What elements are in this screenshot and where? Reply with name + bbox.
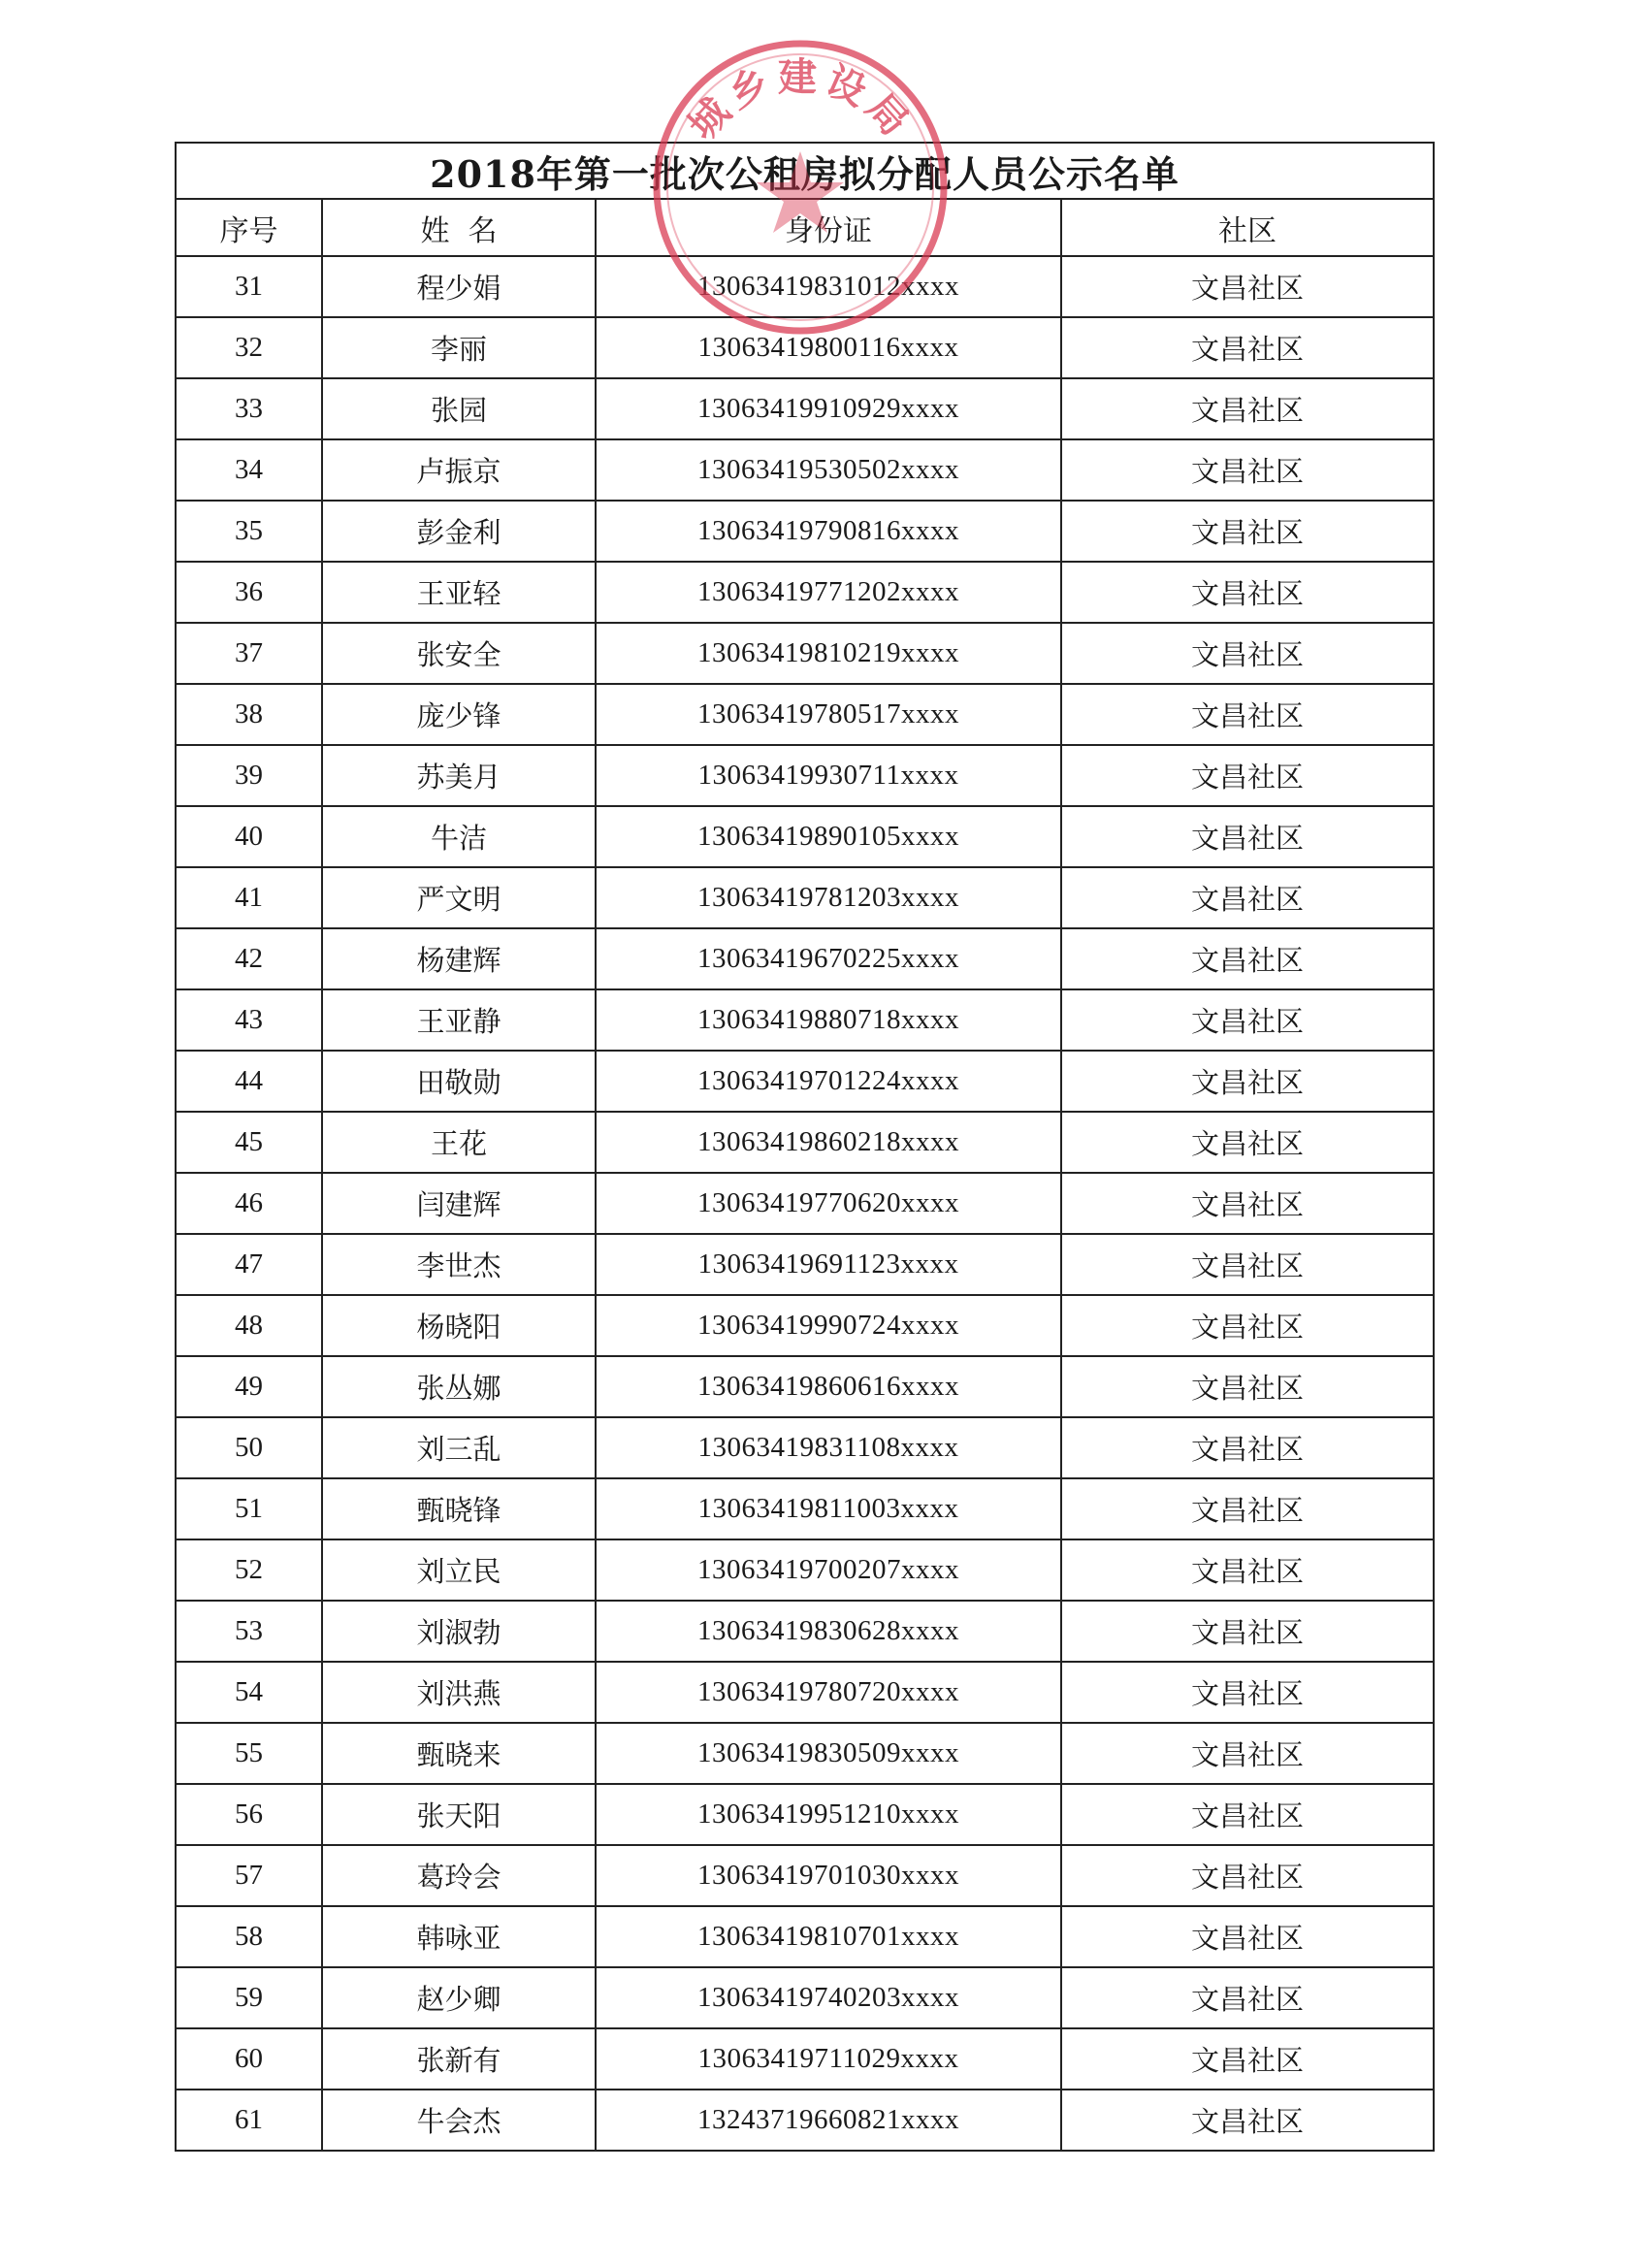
title-row xyxy=(176,143,1434,199)
cell-seq: 31 xyxy=(176,256,322,317)
cell-id-card: 13063419811003xxxx xyxy=(596,1478,1061,1539)
cell-id-card: 13063419830628xxxx xyxy=(596,1601,1061,1662)
cell-id-card: 13063419990724xxxx xyxy=(596,1295,1061,1356)
cell-seq: 39 xyxy=(176,745,322,806)
roster-body xyxy=(176,256,1434,2151)
cell-id-card: 13063419860616xxxx xyxy=(596,1356,1061,1417)
cell-name: 彭金利 xyxy=(322,501,596,562)
cell-id-card: 13063419800116xxxx xyxy=(596,317,1061,378)
cell-name: 严文明 xyxy=(322,867,596,928)
header-name: 姓 名 xyxy=(322,199,596,256)
cell-seq: 45 xyxy=(176,1112,322,1173)
table-row xyxy=(176,1845,1434,1906)
cell-name: 刘三乱 xyxy=(322,1417,596,1478)
cell-seq: 32 xyxy=(176,317,322,378)
cell-id-card: 13063419781203xxxx xyxy=(596,867,1061,928)
cell-community: 文昌社区 xyxy=(1061,501,1434,562)
cell-name: 田敬勋 xyxy=(322,1051,596,1112)
cell-seq: 47 xyxy=(176,1234,322,1295)
cell-id-card: 13063419711029xxxx xyxy=(596,2028,1061,2090)
cell-seq: 41 xyxy=(176,867,322,928)
cell-seq: 44 xyxy=(176,1051,322,1112)
seal-text: 城乡建设局 xyxy=(680,55,921,149)
cell-name: 牛会杰 xyxy=(322,2090,596,2151)
cell-community: 文昌社区 xyxy=(1061,1295,1434,1356)
cell-seq: 34 xyxy=(176,439,322,501)
cell-seq: 53 xyxy=(176,1601,322,1662)
table-row xyxy=(176,1967,1434,2028)
table-row xyxy=(176,439,1434,501)
cell-name: 苏美月 xyxy=(322,745,596,806)
cell-name: 张园 xyxy=(322,378,596,439)
table-row xyxy=(176,1784,1434,1845)
cell-seq: 61 xyxy=(176,2090,322,2151)
table-row xyxy=(176,1234,1434,1295)
cell-name: 李丽 xyxy=(322,317,596,378)
cell-id-card: 13063419831012xxxx xyxy=(596,256,1061,317)
table-row xyxy=(176,1601,1434,1662)
cell-seq: 33 xyxy=(176,378,322,439)
table-row xyxy=(176,1906,1434,1967)
cell-community: 文昌社区 xyxy=(1061,378,1434,439)
cell-name: 李世杰 xyxy=(322,1234,596,1295)
cell-name: 杨建辉 xyxy=(322,928,596,989)
header-seq: 序号 xyxy=(176,199,322,256)
cell-id-card: 13063419670225xxxx xyxy=(596,928,1061,989)
table-row xyxy=(176,1662,1434,1723)
cell-community: 文昌社区 xyxy=(1061,1967,1434,2028)
cell-name: 程少娟 xyxy=(322,256,596,317)
cell-name: 甄晓锋 xyxy=(322,1478,596,1539)
table-row xyxy=(176,1478,1434,1539)
cell-id-card: 13063419691123xxxx xyxy=(596,1234,1061,1295)
cell-name: 张安全 xyxy=(322,623,596,684)
cell-community: 文昌社区 xyxy=(1061,1173,1434,1234)
cell-seq: 37 xyxy=(176,623,322,684)
svg-text:城乡建设局 xyxy=(680,55,921,148)
header-id-card: 身份证 xyxy=(596,199,1061,256)
cell-name: 韩咏亚 xyxy=(322,1906,596,1967)
cell-name: 刘淑勃 xyxy=(322,1601,596,1662)
cell-community: 文昌社区 xyxy=(1061,562,1434,623)
table-row xyxy=(176,317,1434,378)
cell-name: 张天阳 xyxy=(322,1784,596,1845)
cell-name: 闫建辉 xyxy=(322,1173,596,1234)
cell-id-card: 13063419930711xxxx xyxy=(596,745,1061,806)
cell-seq: 52 xyxy=(176,1539,322,1601)
cell-id-card: 13063419780720xxxx xyxy=(596,1662,1061,1723)
cell-name: 牛洁 xyxy=(322,806,596,867)
page-title: 2018年第一批次公租房拟分配人员公示名单 xyxy=(176,143,1434,199)
table-row xyxy=(176,256,1434,317)
cell-id-card: 13063419701224xxxx xyxy=(596,1051,1061,1112)
roster-table xyxy=(175,142,1435,2152)
cell-seq: 50 xyxy=(176,1417,322,1478)
cell-community: 文昌社区 xyxy=(1061,317,1434,378)
table-row xyxy=(176,1051,1434,1112)
cell-id-card: 13063419701030xxxx xyxy=(596,1845,1061,1906)
cell-id-card: 13063419810701xxxx xyxy=(596,1906,1061,1967)
cell-id-card: 13063419771202xxxx xyxy=(596,562,1061,623)
cell-id-card: 13063419890105xxxx xyxy=(596,806,1061,867)
cell-id-card: 13063419740203xxxx xyxy=(596,1967,1061,2028)
cell-community: 文昌社区 xyxy=(1061,1417,1434,1478)
table-row xyxy=(176,623,1434,684)
cell-community: 文昌社区 xyxy=(1061,1539,1434,1601)
table-row xyxy=(176,501,1434,562)
cell-name: 赵少卿 xyxy=(322,1967,596,2028)
cell-seq: 40 xyxy=(176,806,322,867)
table-row xyxy=(176,928,1434,989)
cell-seq: 42 xyxy=(176,928,322,989)
cell-name: 王亚静 xyxy=(322,989,596,1051)
cell-id-card: 13063419951210xxxx xyxy=(596,1784,1061,1845)
header-community: 社区 xyxy=(1061,199,1434,256)
cell-community: 文昌社区 xyxy=(1061,928,1434,989)
cell-name: 甄晓来 xyxy=(322,1723,596,1784)
cell-community: 文昌社区 xyxy=(1061,623,1434,684)
cell-seq: 35 xyxy=(176,501,322,562)
cell-name: 庞少锋 xyxy=(322,684,596,745)
cell-seq: 51 xyxy=(176,1478,322,1539)
cell-community: 文昌社区 xyxy=(1061,1051,1434,1112)
cell-seq: 55 xyxy=(176,1723,322,1784)
cell-community: 文昌社区 xyxy=(1061,1723,1434,1784)
cell-community: 文昌社区 xyxy=(1061,989,1434,1051)
table-row xyxy=(176,2090,1434,2151)
cell-id-card: 13063419831108xxxx xyxy=(596,1417,1061,1478)
cell-community: 文昌社区 xyxy=(1061,1845,1434,1906)
table-row xyxy=(176,989,1434,1051)
cell-seq: 57 xyxy=(176,1845,322,1906)
cell-community: 文昌社区 xyxy=(1061,439,1434,501)
cell-seq: 36 xyxy=(176,562,322,623)
cell-community: 文昌社区 xyxy=(1061,867,1434,928)
cell-id-card: 13063419530502xxxx xyxy=(596,439,1061,501)
cell-seq: 49 xyxy=(176,1356,322,1417)
cell-community: 文昌社区 xyxy=(1061,684,1434,745)
cell-seq: 43 xyxy=(176,989,322,1051)
cell-seq: 54 xyxy=(176,1662,322,1723)
table-row xyxy=(176,1539,1434,1601)
cell-community: 文昌社区 xyxy=(1061,1784,1434,1845)
table-row xyxy=(176,684,1434,745)
table-row xyxy=(176,745,1434,806)
cell-id-card: 13063419910929xxxx xyxy=(596,378,1061,439)
table-row xyxy=(176,806,1434,867)
roster-sheet xyxy=(175,142,1433,2152)
cell-name: 葛玲会 xyxy=(322,1845,596,1906)
cell-id-card: 13243719660821xxxx xyxy=(596,2090,1061,2151)
cell-seq: 58 xyxy=(176,1906,322,1967)
table-row xyxy=(176,1356,1434,1417)
cell-id-card: 13063419770620xxxx xyxy=(596,1173,1061,1234)
cell-community: 文昌社区 xyxy=(1061,2028,1434,2090)
cell-id-card: 13063419860218xxxx xyxy=(596,1112,1061,1173)
cell-name: 张丛娜 xyxy=(322,1356,596,1417)
cell-community: 文昌社区 xyxy=(1061,1601,1434,1662)
cell-id-card: 13063419880718xxxx xyxy=(596,989,1061,1051)
table-row xyxy=(176,1173,1434,1234)
cell-seq: 59 xyxy=(176,1967,322,2028)
cell-seq: 38 xyxy=(176,684,322,745)
cell-name: 刘立民 xyxy=(322,1539,596,1601)
cell-community: 文昌社区 xyxy=(1061,2090,1434,2151)
cell-community: 文昌社区 xyxy=(1061,1662,1434,1723)
cell-id-card: 13063419810219xxxx xyxy=(596,623,1061,684)
cell-id-card: 13063419780517xxxx xyxy=(596,684,1061,745)
cell-seq: 56 xyxy=(176,1784,322,1845)
cell-name: 刘洪燕 xyxy=(322,1662,596,1723)
table-row xyxy=(176,2028,1434,2090)
table-row xyxy=(176,1112,1434,1173)
cell-name: 王花 xyxy=(322,1112,596,1173)
cell-community: 文昌社区 xyxy=(1061,1112,1434,1173)
cell-id-card: 13063419700207xxxx xyxy=(596,1539,1061,1601)
cell-id-card: 13063419830509xxxx xyxy=(596,1723,1061,1784)
cell-name: 杨晓阳 xyxy=(322,1295,596,1356)
cell-community: 文昌社区 xyxy=(1061,745,1434,806)
table-row xyxy=(176,1417,1434,1478)
table-row xyxy=(176,562,1434,623)
table-row xyxy=(176,378,1434,439)
header-row xyxy=(176,199,1434,256)
cell-community: 文昌社区 xyxy=(1061,806,1434,867)
cell-community: 文昌社区 xyxy=(1061,1906,1434,1967)
cell-name: 卢振京 xyxy=(322,439,596,501)
cell-name: 张新有 xyxy=(322,2028,596,2090)
table-row xyxy=(176,1723,1434,1784)
table-row xyxy=(176,867,1434,928)
cell-seq: 46 xyxy=(176,1173,322,1234)
cell-id-card: 13063419790816xxxx xyxy=(596,501,1061,562)
cell-seq: 60 xyxy=(176,2028,322,2090)
cell-community: 文昌社区 xyxy=(1061,1478,1434,1539)
cell-community: 文昌社区 xyxy=(1061,256,1434,317)
table-row xyxy=(176,1295,1434,1356)
cell-community: 文昌社区 xyxy=(1061,1234,1434,1295)
cell-seq: 48 xyxy=(176,1295,322,1356)
cell-name: 王亚轻 xyxy=(322,562,596,623)
cell-community: 文昌社区 xyxy=(1061,1356,1434,1417)
